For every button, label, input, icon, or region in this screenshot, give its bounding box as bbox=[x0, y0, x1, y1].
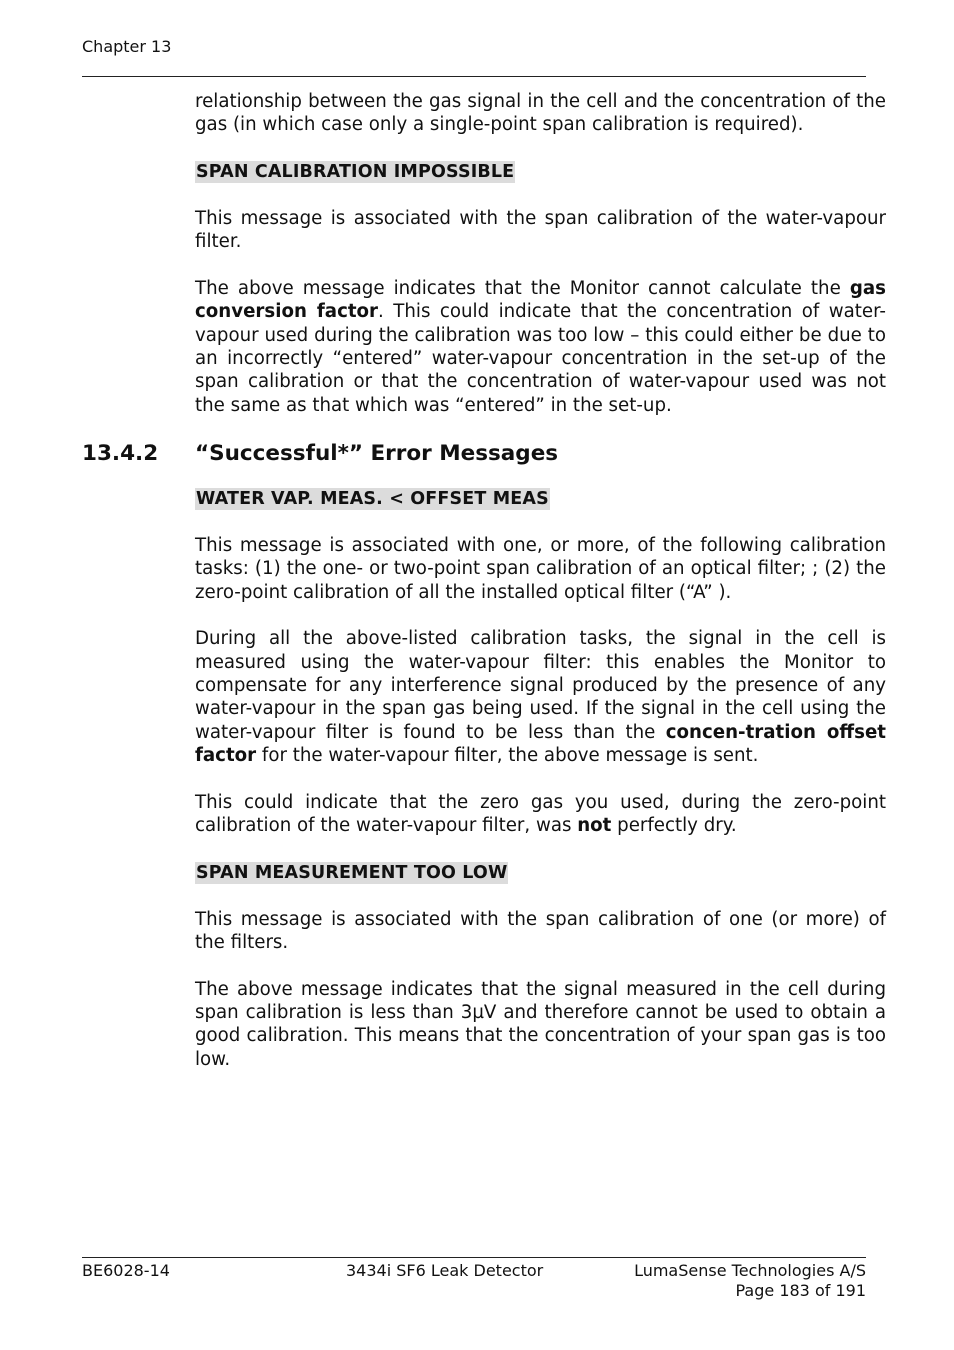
message-label-span-calibration-impossible: SPAN CALIBRATION IMPOSSIBLE bbox=[196, 162, 515, 183]
term-gas-conversion-factor: gas conversion factor bbox=[195, 278, 886, 323]
paragraph-zero-gas: This could indicate that the zero gas you used, during the zero-point calibration of the water-vapour filter, was not perfectly dry. bbox=[195, 791, 886, 836]
message-label-span-measurement-too-low: SPAN MEASUREMENT TOO LOW bbox=[196, 862, 508, 883]
message-label-water-vap-meas: WATER VAP. MEAS. < OFFSET MEAS bbox=[196, 488, 549, 509]
paragraph-water-vapour-filter: During all the above-listed calibration tasks, the signal in the cell is measured using the water-vapour filter: this enables the Monitor to compensate for any interference signal produced by the presence of any water-vapour in the span gas being used. If the signal in the cell using the water-vapour filter is found to be less than the concen-tration offset factor for the water-vapour filter, the above message is sent. bbox=[195, 628, 886, 766]
footer-page-number: Page 183 of 191 bbox=[735, 1281, 866, 1300]
section-number: 13.4.2 bbox=[82, 440, 159, 466]
footer-company: LumaSense Technologies A/S bbox=[634, 1261, 866, 1280]
paragraph-span-calibration-intro: This message is associated with the span calibration of the water-vapour filter. bbox=[195, 208, 886, 253]
paragraph-continued: relationship between the gas signal in the cell and the concentration of the gas (in which case only a single-point span calibration is required). bbox=[195, 91, 886, 136]
term-not: not bbox=[577, 814, 612, 836]
section-heading bbox=[82, 441, 886, 467]
paragraph-gas-conversion: The above message indicates that the Monitor cannot calculate the gas conversion factor. This could indicate that the concentration of water-vapour used during the calibration was too low – this could either be due to an incorrectly “entered” water-vapour concentration in the set-up of the span calibration or that the concentration of water-vapour used was not the same as that which was “entered” in the set-up. bbox=[195, 278, 886, 416]
header-rule bbox=[82, 76, 866, 77]
chapter-header: Chapter 13 bbox=[82, 37, 172, 56]
term-concentration-offset-factor: concen-tration offset factor bbox=[195, 721, 886, 766]
footer-product: 3434i SF6 Leak Detector bbox=[346, 1261, 544, 1280]
paragraph-calibration-tasks: This message is associated with one, or more, of the following calibration tasks: (1) the one- or two-point span calibration of an optical filter; ; (2) the zero-point calibration of all the installed optical filter (“A” ). bbox=[195, 534, 886, 603]
footer-doc-id: BE6028-14 bbox=[82, 1261, 170, 1280]
page-content bbox=[82, 90, 886, 1095]
footer-rule bbox=[82, 1257, 866, 1258]
footer-company-page bbox=[634, 1261, 866, 1301]
section-title: “Successful*” Error Messages bbox=[195, 440, 559, 466]
paragraph-span-measurement-intro: This message is associated with the span calibration of one (or more) of the filters. bbox=[195, 908, 886, 954]
paragraph-signal-too-low: The above message indicates that the signal measured in the cell during span calibration is less than 3µV and therefore cannot be used to obtain a good calibration. This means that the concentration of your span gas is too low. bbox=[195, 978, 886, 1070]
